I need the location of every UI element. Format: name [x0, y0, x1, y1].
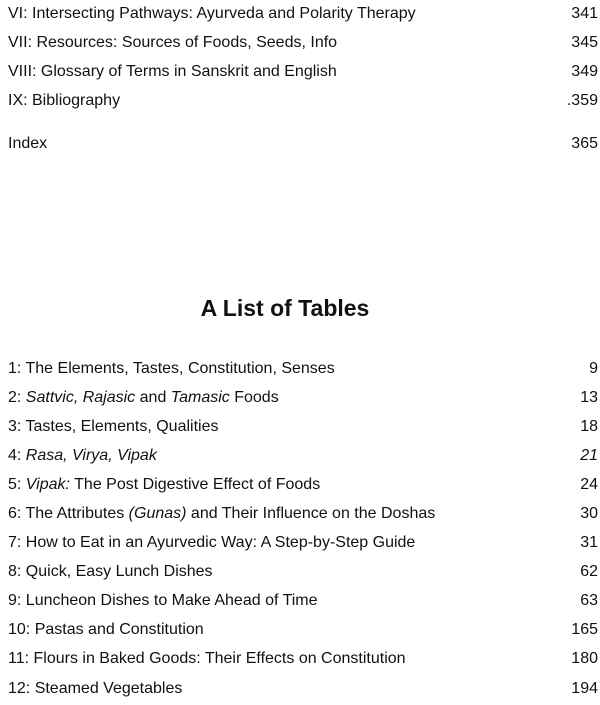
table-entry-page: 21 — [580, 447, 598, 464]
table-entry-page: 180 — [571, 650, 598, 667]
table-list-entry — [8, 531, 598, 555]
sanskrit-term: Sattvic, — [25, 389, 79, 406]
table-list-entry — [8, 415, 598, 439]
sanskrit-term: (Gunas) — [128, 505, 187, 522]
toc-entry-title: VI: Intersecting Pathways: Ayurveda and Polarity Therapy — [8, 5, 416, 22]
list-of-tables-heading: A List of Tables — [200, 295, 370, 321]
toc-entry — [8, 89, 598, 113]
table-list-entry — [8, 444, 598, 468]
table-entry-page: 31 — [580, 534, 598, 551]
table-list-entry — [8, 560, 598, 584]
table-entry-page: 24 — [580, 476, 598, 493]
toc-entry — [8, 31, 598, 55]
toc-entry — [8, 2, 598, 26]
table-number: 4: — [8, 447, 22, 464]
title-rest: The Post Digestive Effect of Foods — [74, 476, 321, 493]
table-list-entry — [8, 677, 598, 701]
toc-entry-title: Index — [8, 135, 48, 152]
toc-entry — [8, 60, 598, 84]
toc-entry-index — [8, 132, 598, 156]
table-entry-page: 63 — [580, 592, 598, 609]
table-entry-page: 165 — [571, 621, 598, 638]
title-rest: Foods — [234, 389, 279, 406]
table-entry-title: 7: How to Eat in an Ayurvedic Way: A Step-by-Step Guide — [8, 534, 416, 551]
table-entry-page: 62 — [580, 563, 598, 580]
table-entry-title: 1: The Elements, Tastes, Constitution, Senses — [8, 360, 335, 377]
table-list-entry — [8, 473, 598, 497]
toc-entry-title: VIII: Glossary of Terms in Sanskrit and English — [8, 63, 337, 80]
table-list-entry — [8, 589, 598, 613]
table-entry-title: 8: Quick, Easy Lunch Dishes — [8, 563, 213, 580]
table-entry-page: 30 — [580, 505, 598, 522]
toc-entry-page: .359 — [566, 92, 598, 109]
table-entry-page: 194 — [571, 680, 598, 697]
table-list-entry — [8, 618, 598, 642]
table-list-entry — [8, 386, 598, 410]
title-start: 6: The Attributes — [8, 505, 125, 522]
table-entry-page: 18 — [580, 418, 598, 435]
table-entry-title — [8, 386, 279, 410]
title-rest: and Their Influence on the Doshas — [190, 505, 436, 522]
table-entry-title: 3: Tastes, Elements, Qualities — [8, 418, 219, 435]
sanskrit-term: Rajasic — [82, 389, 136, 406]
table-entry-title: 10: Pastas and Constitution — [8, 621, 204, 638]
toc-entry-page: 345 — [571, 34, 598, 51]
table-number: 2: — [8, 389, 22, 406]
toc-entry-title: IX: Bibliography — [8, 92, 121, 109]
table-entry-page: 13 — [580, 389, 598, 406]
toc-entry-title: VII: Resources: Sources of Foods, Seeds, Info — [8, 34, 338, 51]
table-entry-title: 11: Flours in Baked Goods: Their Effects on Constitution — [8, 650, 406, 667]
sanskrit-term: Vipak: — [25, 476, 70, 493]
toc-entry-page: 365 — [571, 135, 598, 152]
table-entry-page: 9 — [589, 360, 598, 377]
toc-entry-page: 349 — [571, 63, 598, 80]
toc-entry-page: 341 — [571, 5, 598, 22]
table-entry-title — [8, 502, 435, 526]
sanskrit-term: Rasa, Virya, Vipak — [25, 447, 157, 464]
table-list-entry — [8, 647, 598, 671]
table-entry-title: 9: Luncheon Dishes to Make Ahead of Time — [8, 592, 318, 609]
conjunction: and — [139, 389, 167, 406]
table-list-entry — [8, 502, 598, 526]
table-entry-title: 12: Steamed Vegetables — [8, 680, 183, 697]
table-list-entry — [8, 357, 598, 381]
table-entry-title — [8, 444, 157, 468]
table-number: 5: — [8, 476, 22, 493]
sanskrit-term: Tamasic — [170, 389, 230, 406]
table-entry-title — [8, 473, 320, 497]
